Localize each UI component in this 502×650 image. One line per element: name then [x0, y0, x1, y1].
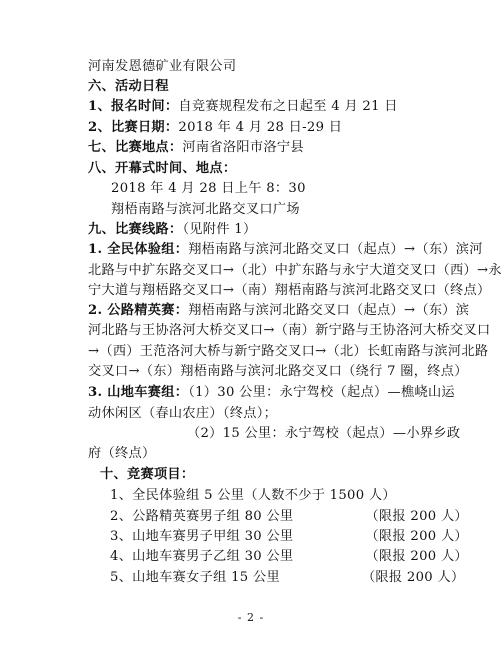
line-text-segment: 宁大道与翔梧路交叉口→（南）翔梧南路与滨河北路交叉口（终点）	[88, 283, 491, 298]
line-heading-segment: 2、比赛日期：	[88, 120, 179, 135]
text-line	[88, 160, 236, 178]
text-line	[88, 363, 468, 381]
line-text-segment: 自竞赛规程发布之日起至 4 月 21 日	[178, 99, 398, 114]
text-line	[88, 58, 236, 76]
line-text-segment: 2、公路精英赛男子组 80 公里	[110, 509, 294, 524]
text-line	[110, 528, 468, 546]
line-text-segment: 动休闲区（春山农庄）（终点）；	[88, 406, 278, 421]
line-text-segment: （限报 200 人）	[365, 529, 468, 544]
line-text-segment: 河南省洛阳市洛宁县	[182, 140, 304, 155]
line-text-segment: 3、山地车赛男子甲组 30 公里	[110, 529, 294, 544]
line-text-segment: （限报 200 人）	[361, 570, 465, 585]
line-text-segment: 北路与中扩东路交叉口→（北）中扩东路与永宁大道交叉口（西）→永	[88, 263, 502, 278]
line-text-segment: 1、全民体验组 5 公里（人数不少于 1500 人）	[110, 488, 396, 503]
line-text-segment: （2）15 公里：永宁驾校（起点）—小界乡政	[187, 426, 461, 441]
line-heading-segment: 1、报名时间：	[88, 99, 179, 114]
line-text-segment: （见附件 1）	[182, 222, 257, 237]
line-text-segment: 4、山地车赛男子乙组 30 公里	[110, 549, 294, 564]
page-number: - 2 -	[237, 611, 265, 624]
text-line	[88, 241, 483, 259]
text-line	[110, 487, 396, 505]
text-line	[88, 302, 469, 320]
text-line	[88, 445, 155, 463]
line-text-segment: 翔梧南路与滨河北路交叉口（起点）→（东）滨河	[188, 242, 483, 257]
line-heading-segment: 1. 全民体验组：	[88, 242, 189, 257]
text-line	[111, 180, 306, 198]
text-line	[110, 548, 468, 566]
line-heading-segment: 十、竞赛项目：	[100, 467, 195, 482]
line-text-segment: 5、山地车赛女子组 15 公里	[110, 570, 280, 585]
line-text-segment: 河北路与王协洛河大桥交叉口→（南）新宁路与王协洛河大桥交叉口	[88, 323, 491, 338]
line-text-segment: 府（终点）	[88, 446, 156, 461]
line-heading-segment: 七、比赛地点：	[88, 140, 183, 155]
text-line	[88, 384, 455, 402]
line-text-segment: 2018 年 4 月 28 日上午 8：30	[111, 181, 306, 196]
line-text-segment: 翔梧南路与滨河北路交叉口广场	[111, 202, 300, 217]
line-text-segment: （限报 200 人）	[365, 549, 468, 564]
text-line	[88, 119, 342, 137]
line-text-segment: 翔梧南路与滨河北路交叉口（起点）→（东）滨	[188, 303, 470, 318]
text-line	[110, 569, 464, 587]
line-text-segment: 交叉口→（东）翔梧南路与滨河北路交叉口（绕行 7 圈，终点）	[88, 364, 468, 379]
line-heading-segment: 九、比赛线路：	[88, 222, 183, 237]
text-line	[110, 508, 468, 526]
line-heading-segment: 2. 公路精英赛：	[88, 303, 189, 318]
text-line	[88, 343, 488, 361]
line-heading-segment: 六、活动日程	[88, 79, 169, 94]
text-line	[187, 425, 460, 443]
text-line	[88, 221, 256, 239]
text-line	[88, 98, 398, 116]
text-line	[88, 322, 490, 340]
text-line	[88, 262, 502, 280]
text-line	[100, 466, 194, 484]
line-text-segment: 河南发恩德矿业有限公司	[88, 59, 237, 74]
line-text-segment: 2018 年 4 月 28 日-29 日	[178, 120, 343, 135]
line-heading-segment: 八、开幕式时间、地点：	[88, 161, 237, 176]
text-line	[111, 201, 300, 219]
line-text-segment: （限报 200 人）	[365, 509, 468, 524]
line-heading-segment: 3. 山地车赛组：	[88, 385, 189, 400]
text-line	[88, 78, 169, 96]
text-line	[88, 405, 277, 423]
text-line	[88, 139, 304, 157]
text-line	[88, 282, 490, 300]
line-text-segment: →（西）王范洛河大桥与新宁路交叉口→（北）长虹南路与滨河北路	[88, 344, 489, 359]
line-text-segment: （1）30 公里：永宁驾校（起点）—樵峣山运	[188, 385, 455, 400]
